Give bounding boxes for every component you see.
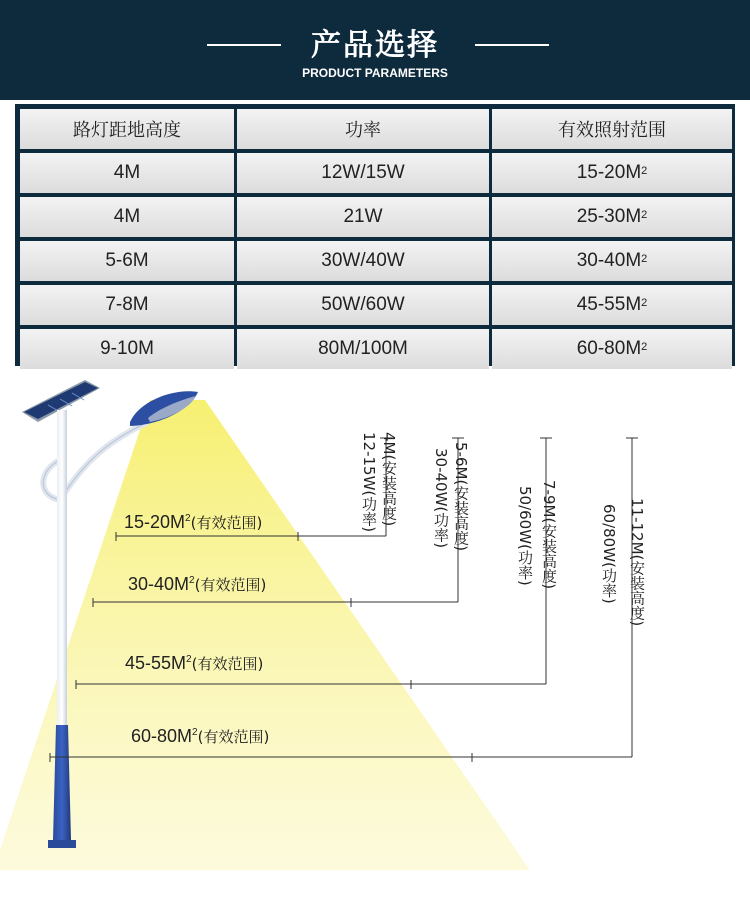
- cell-power-5: 80M/100M: [237, 329, 489, 369]
- column-header-range: 有效照射范围: [492, 109, 732, 149]
- range-label-suffix: (有效范围): [190, 514, 263, 532]
- parameter-table: [15, 104, 735, 366]
- range-superscript: 2: [641, 253, 648, 265]
- spec-height-4: 11-12M(安装高度): [628, 498, 646, 627]
- spec-power-1: 12-15W(功率): [360, 432, 378, 533]
- cell-power-4: 50W/60W: [237, 285, 489, 325]
- spec-height-2: 5-6M(安装高度): [452, 442, 470, 552]
- streetlight-diagram: [0, 370, 750, 916]
- cell-power-2: 21W: [237, 197, 489, 237]
- range-label-1: [124, 512, 262, 533]
- cell-range-3: [492, 241, 732, 281]
- range-value: 30-40M: [576, 250, 642, 271]
- column-header-power: 功率: [237, 109, 489, 149]
- range-superscript: 2: [641, 165, 648, 177]
- range-label-value: 45-55M: [125, 653, 187, 673]
- range-superscript: 2: [641, 209, 648, 221]
- range-label-superscript: 2: [192, 727, 198, 738]
- range-label-suffix: (有效范围): [194, 576, 267, 594]
- spec-power-2: 30-40W(功率): [432, 448, 450, 549]
- column-header-height: 路灯距地高度: [20, 109, 234, 149]
- cell-height-4: 7-8M: [20, 285, 234, 325]
- range-value: 60-80M: [576, 338, 642, 359]
- page-header: [0, 0, 750, 100]
- pole-upper: [57, 410, 67, 725]
- cell-power-3: 30W/40W: [237, 241, 489, 281]
- spec-height-1: 4M(安装高度): [380, 432, 398, 527]
- range-value: 45-55M: [576, 294, 642, 315]
- range-label-3: [125, 653, 263, 674]
- page-title: 产品选择: [311, 28, 439, 63]
- parameter-grid: [20, 109, 730, 369]
- cell-range-4: [492, 285, 732, 325]
- range-label-value: 60-80M: [131, 726, 193, 746]
- pole-lower: [53, 725, 71, 840]
- cell-range-5: [492, 329, 732, 369]
- spec-power-3: 50/60W(功率): [516, 486, 534, 586]
- range-label-suffix: (有效范围): [197, 728, 270, 746]
- cell-height-3: 5-6M: [20, 241, 234, 281]
- cell-range-2: [492, 197, 732, 237]
- cell-height-2: 4M: [20, 197, 234, 237]
- range-superscript: 2: [641, 341, 648, 353]
- range-label-2: [128, 574, 266, 595]
- spec-power-4: 60/80W(功率): [600, 504, 618, 604]
- spec-height-3: 7-9M(安装高度): [540, 480, 558, 590]
- cell-height-1: 4M: [20, 153, 234, 193]
- range-label-4: [131, 726, 269, 747]
- range-label-suffix: (有效范围): [191, 655, 264, 673]
- range-label-value: 15-20M: [124, 512, 186, 532]
- cell-power-1: 12W/15W: [237, 153, 489, 193]
- range-label-superscript: 2: [185, 513, 191, 524]
- cell-range-1: [492, 153, 732, 193]
- cell-height-5: 9-10M: [20, 329, 234, 369]
- range-value: 25-30M: [576, 206, 642, 227]
- page-subtitle: PRODUCT PARAMETERS: [302, 66, 448, 80]
- range-label-value: 30-40M: [128, 574, 190, 594]
- range-label-superscript: 2: [186, 654, 192, 665]
- pole-base: [48, 840, 76, 848]
- range-superscript: 2: [641, 297, 648, 309]
- range-value: 15-20M: [576, 162, 642, 183]
- range-label-superscript: 2: [189, 575, 195, 586]
